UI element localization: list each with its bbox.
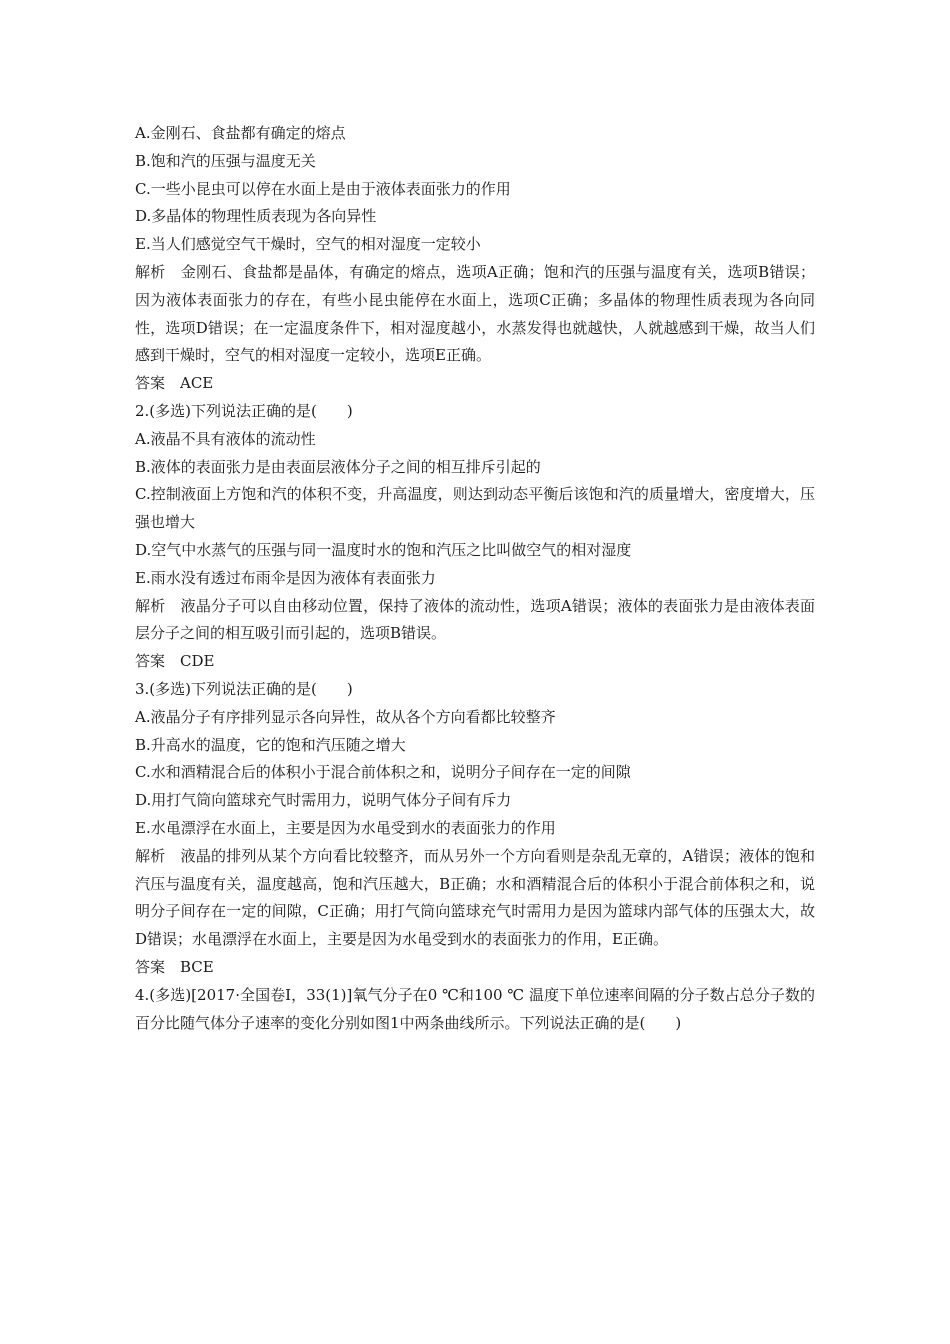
- q3-stem: 3.(多选)下列说法正确的是( ): [135, 679, 353, 698]
- q3-answer: 答案 BCE: [135, 957, 214, 976]
- page-content: [135, 120, 815, 1037]
- q3-option-c: C.水和酒精混合后的体积小于混合前体积之和，说明分子间存在一定的间隙: [135, 763, 631, 782]
- q2-answer: 答案 CDE: [135, 652, 215, 671]
- q2-stem: 2.(多选)下列说法正确的是( ): [135, 401, 353, 420]
- q2-analysis: 解析 液晶分子可以自由移动位置，保持了液体的流动性，选项A错误；液体的表面张力是由液体表面层分子之间的相互吸引而引起的，选项B错误。: [135, 596, 815, 643]
- q3-option-e: E.水黾漂浮在水面上，主要是因为水黾受到水的表面张力的作用: [135, 818, 556, 837]
- q1-option-a: A.金刚石、食盐都有确定的熔点: [135, 124, 346, 142]
- q1-analysis: 解析 金刚石、食盐都是晶体，有确定的熔点，选项A正确；饱和汽的压强与温度有关，选项B错误；因为液体表面张力的存在，有些小昆虫能停在水面上，选项C正确；多晶体的物理性质表现为各向同性，选项D错误；在一定温度条件下，相对湿度越小，水蒸发得也就越快，人就越感到干燥，故当人们感到干燥时，空气的相对湿度一定较小，选项E正确。: [135, 262, 815, 365]
- q4-stem: 4.(多选)[2017·全国卷Ⅰ，33(1)]氧气分子在0 ℃和100 ℃ 温度下单位速率间隔的分子数占总分子数的百分比随气体分子速率的变化分别如图1中两条曲线所示。下列说法正确的是( ): [135, 985, 815, 1032]
- q2-option-a: A.液晶不具有液体的流动性: [135, 429, 316, 448]
- q3-option-d: D.用打气筒向篮球充气时需用力，说明气体分子间有斥力: [135, 791, 512, 810]
- q1-option-e: E.当人们感觉空气干燥时，空气的相对湿度一定较小: [135, 235, 481, 254]
- q2-option-d: D.空气中水蒸气的压强与同一温度时水的饱和汽压之比叫做空气的相对湿度: [135, 540, 632, 559]
- q1-option-d: D.多晶体的物理性质表现为各向异性: [135, 207, 377, 226]
- q3-option-b: B.升高水的温度，它的饱和汽压随之增大: [135, 735, 406, 754]
- q1-option-c: C.一些小昆虫可以停在水面上是由于液体表面张力的作用: [135, 179, 511, 198]
- q3-analysis: 解析 液晶的排列从某个方向看比较整齐，而从另外一个方向看则是杂乱无章的，A错误；液体的饱和汽压与温度有关，温度越高，饱和汽压越大，B正确；水和酒精混合后的体积小于混合前体积之和，说明分子间存在一定的间隙，C正确；用打气筒向篮球充气时需用力是因为篮球内部气体的压强太大，故D错误；水黾漂浮在水面上，主要是因为水黾受到水的表面张力的作用，E正确。: [135, 846, 815, 949]
- q3-option-a: A.液晶分子有序排列显示各向异性，故从各个方向看都比较整齐: [135, 707, 556, 726]
- q2-option-c: C.控制液面上方饱和汽的体积不变，升高温度，则达到动态平衡后该饱和汽的质量增大，密度增大，压强也增大: [135, 485, 815, 532]
- q1-option-b: B.饱和汽的压强与温度无关: [135, 151, 316, 170]
- q2-option-e: E.雨水没有透过布雨伞是因为液体有表面张力: [135, 568, 436, 587]
- q1-answer: 答案 ACE: [135, 374, 214, 393]
- q2-option-b: B.液体的表面张力是由表面层液体分子之间的相互排斥引起的: [135, 457, 541, 476]
